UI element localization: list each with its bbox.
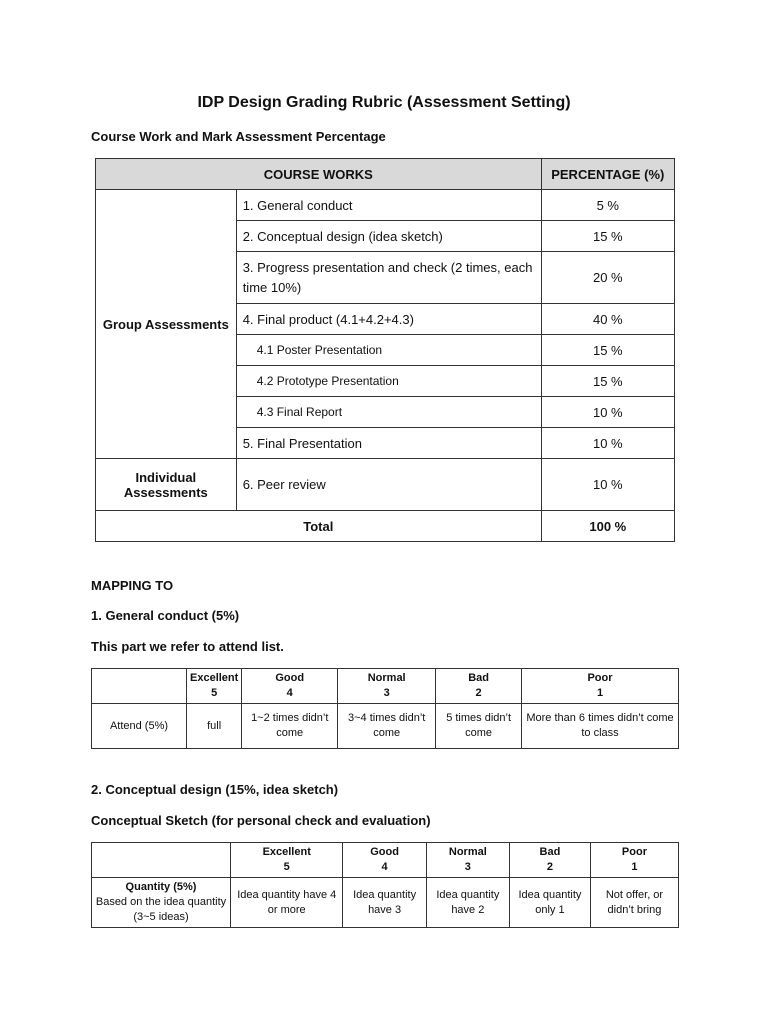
grade-header xyxy=(590,843,678,878)
grade-score: 3 xyxy=(383,687,390,699)
course-percent: 15 % xyxy=(541,335,674,366)
section2-heading: 2. Conceptual design (15%, idea sketch) xyxy=(91,782,339,797)
grade-header xyxy=(426,843,509,878)
grade-header xyxy=(509,843,590,878)
attendance-rubric-table xyxy=(91,668,679,749)
rubric-cell: Idea quantity have 3 xyxy=(343,878,426,928)
blank-header xyxy=(92,669,187,704)
rubric-row xyxy=(92,704,679,749)
course-subitem: 4.3 Final Report xyxy=(236,397,541,428)
course-item: 1. General conduct xyxy=(236,190,541,221)
rubric-cell: 5 times didn’t come xyxy=(436,704,522,749)
grade-name: Poor xyxy=(587,672,613,684)
grade-score: 1 xyxy=(631,861,638,873)
section2-note: Conceptual Sketch (for personal check and evaluation) xyxy=(91,813,431,828)
quantity-label-sub: Based on the idea quantity (3~5 ideas) xyxy=(95,896,227,923)
header-percentage: PERCENTAGE (%) xyxy=(541,159,674,190)
section1-heading: 1. General conduct (5%) xyxy=(91,608,240,623)
course-item: 3. Progress presentation and check (2 times, each time 10%) xyxy=(236,252,541,304)
rubric-cell: 1~2 times didn’t come xyxy=(242,704,338,749)
attend-label: Attend (5%) xyxy=(92,704,187,749)
grade-score: 4 xyxy=(286,687,293,699)
grade-name: Poor xyxy=(621,846,647,858)
grade-name: Bad xyxy=(539,846,561,858)
table-header-row xyxy=(96,159,675,190)
rubric-row xyxy=(92,878,679,928)
course-item: 4. Final product (4.1+4.2+4.3) xyxy=(236,304,541,335)
table-row xyxy=(96,459,675,511)
grade-name: Good xyxy=(275,672,305,684)
rubric-header-row xyxy=(92,843,679,878)
course-percent: 10 % xyxy=(541,428,674,459)
grade-score: 2 xyxy=(546,861,553,873)
table1-caption: Course Work and Mark Assessment Percentage xyxy=(91,129,386,144)
section1-note: This part we refer to attend list. xyxy=(91,639,284,654)
table-row xyxy=(96,190,675,221)
grade-header xyxy=(522,669,679,704)
rubric-cell: 3~4 times didn’t come xyxy=(338,704,436,749)
grade-score: 2 xyxy=(475,687,482,699)
page-title: IDP Design Grading Rubric (Assessment Setting) xyxy=(197,94,571,111)
coursework-table xyxy=(95,158,675,542)
course-subitem: 4.2 Prototype Presentation xyxy=(236,366,541,397)
grade-name: Normal xyxy=(367,672,406,684)
course-percent: 40 % xyxy=(541,304,674,335)
individual-label-line1: Individual xyxy=(135,469,197,485)
grade-name: Excellent xyxy=(262,846,311,858)
course-percent: 5 % xyxy=(541,190,674,221)
course-subitem: 4.1 Poster Presentation xyxy=(236,335,541,366)
group-assessments-label: Group Assessments xyxy=(96,190,237,459)
quantity-label xyxy=(92,878,231,928)
grade-header xyxy=(436,669,522,704)
course-item: 5. Final Presentation xyxy=(236,428,541,459)
grade-header xyxy=(242,669,338,704)
quantity-label-title: Quantity (5%) xyxy=(125,881,197,893)
grade-name: Good xyxy=(370,846,399,858)
mapping-heading: MAPPING TO xyxy=(91,578,174,593)
sketch-rubric-table xyxy=(91,842,679,928)
grade-header xyxy=(343,843,426,878)
course-percent: 10 % xyxy=(541,459,674,511)
course-percent: 15 % xyxy=(541,366,674,397)
rubric-cell: Idea quantity have 4 or more xyxy=(231,878,343,928)
total-row xyxy=(96,511,675,542)
grade-score: 1 xyxy=(596,687,604,699)
grade-header xyxy=(338,669,436,704)
grade-header xyxy=(187,669,242,704)
course-percent: 15 % xyxy=(541,221,674,252)
rubric-cell: Idea quantity have 2 xyxy=(426,878,509,928)
grade-score: 4 xyxy=(381,861,388,873)
rubric-cell: full xyxy=(187,704,242,749)
grade-score: 5 xyxy=(283,861,290,873)
rubric-cell: Not offer, or didn’t bring xyxy=(590,878,678,928)
header-course-works: COURSE WORKS xyxy=(96,159,542,190)
rubric-cell: Idea quantity only 1 xyxy=(509,878,590,928)
grade-score: 5 xyxy=(211,687,218,699)
rubric-header-row xyxy=(92,669,679,704)
individual-label-line2: Assessments xyxy=(123,484,208,500)
course-percent: 10 % xyxy=(541,397,674,428)
blank-header xyxy=(92,843,231,878)
grade-name: Normal xyxy=(448,846,487,858)
individual-assessments-label xyxy=(96,459,237,511)
course-percent: 20 % xyxy=(541,252,674,304)
grade-name: Bad xyxy=(468,672,489,684)
course-item: 6. Peer review xyxy=(236,459,541,511)
rubric-cell: More than 6 times didn’t come to class xyxy=(522,704,679,749)
grade-header xyxy=(231,843,343,878)
course-item: 2. Conceptual design (idea sketch) xyxy=(236,221,541,252)
grade-score: 3 xyxy=(464,861,471,873)
grade-name: Excellent xyxy=(190,672,239,684)
total-value: 100 % xyxy=(541,511,674,542)
total-label: Total xyxy=(96,511,542,542)
